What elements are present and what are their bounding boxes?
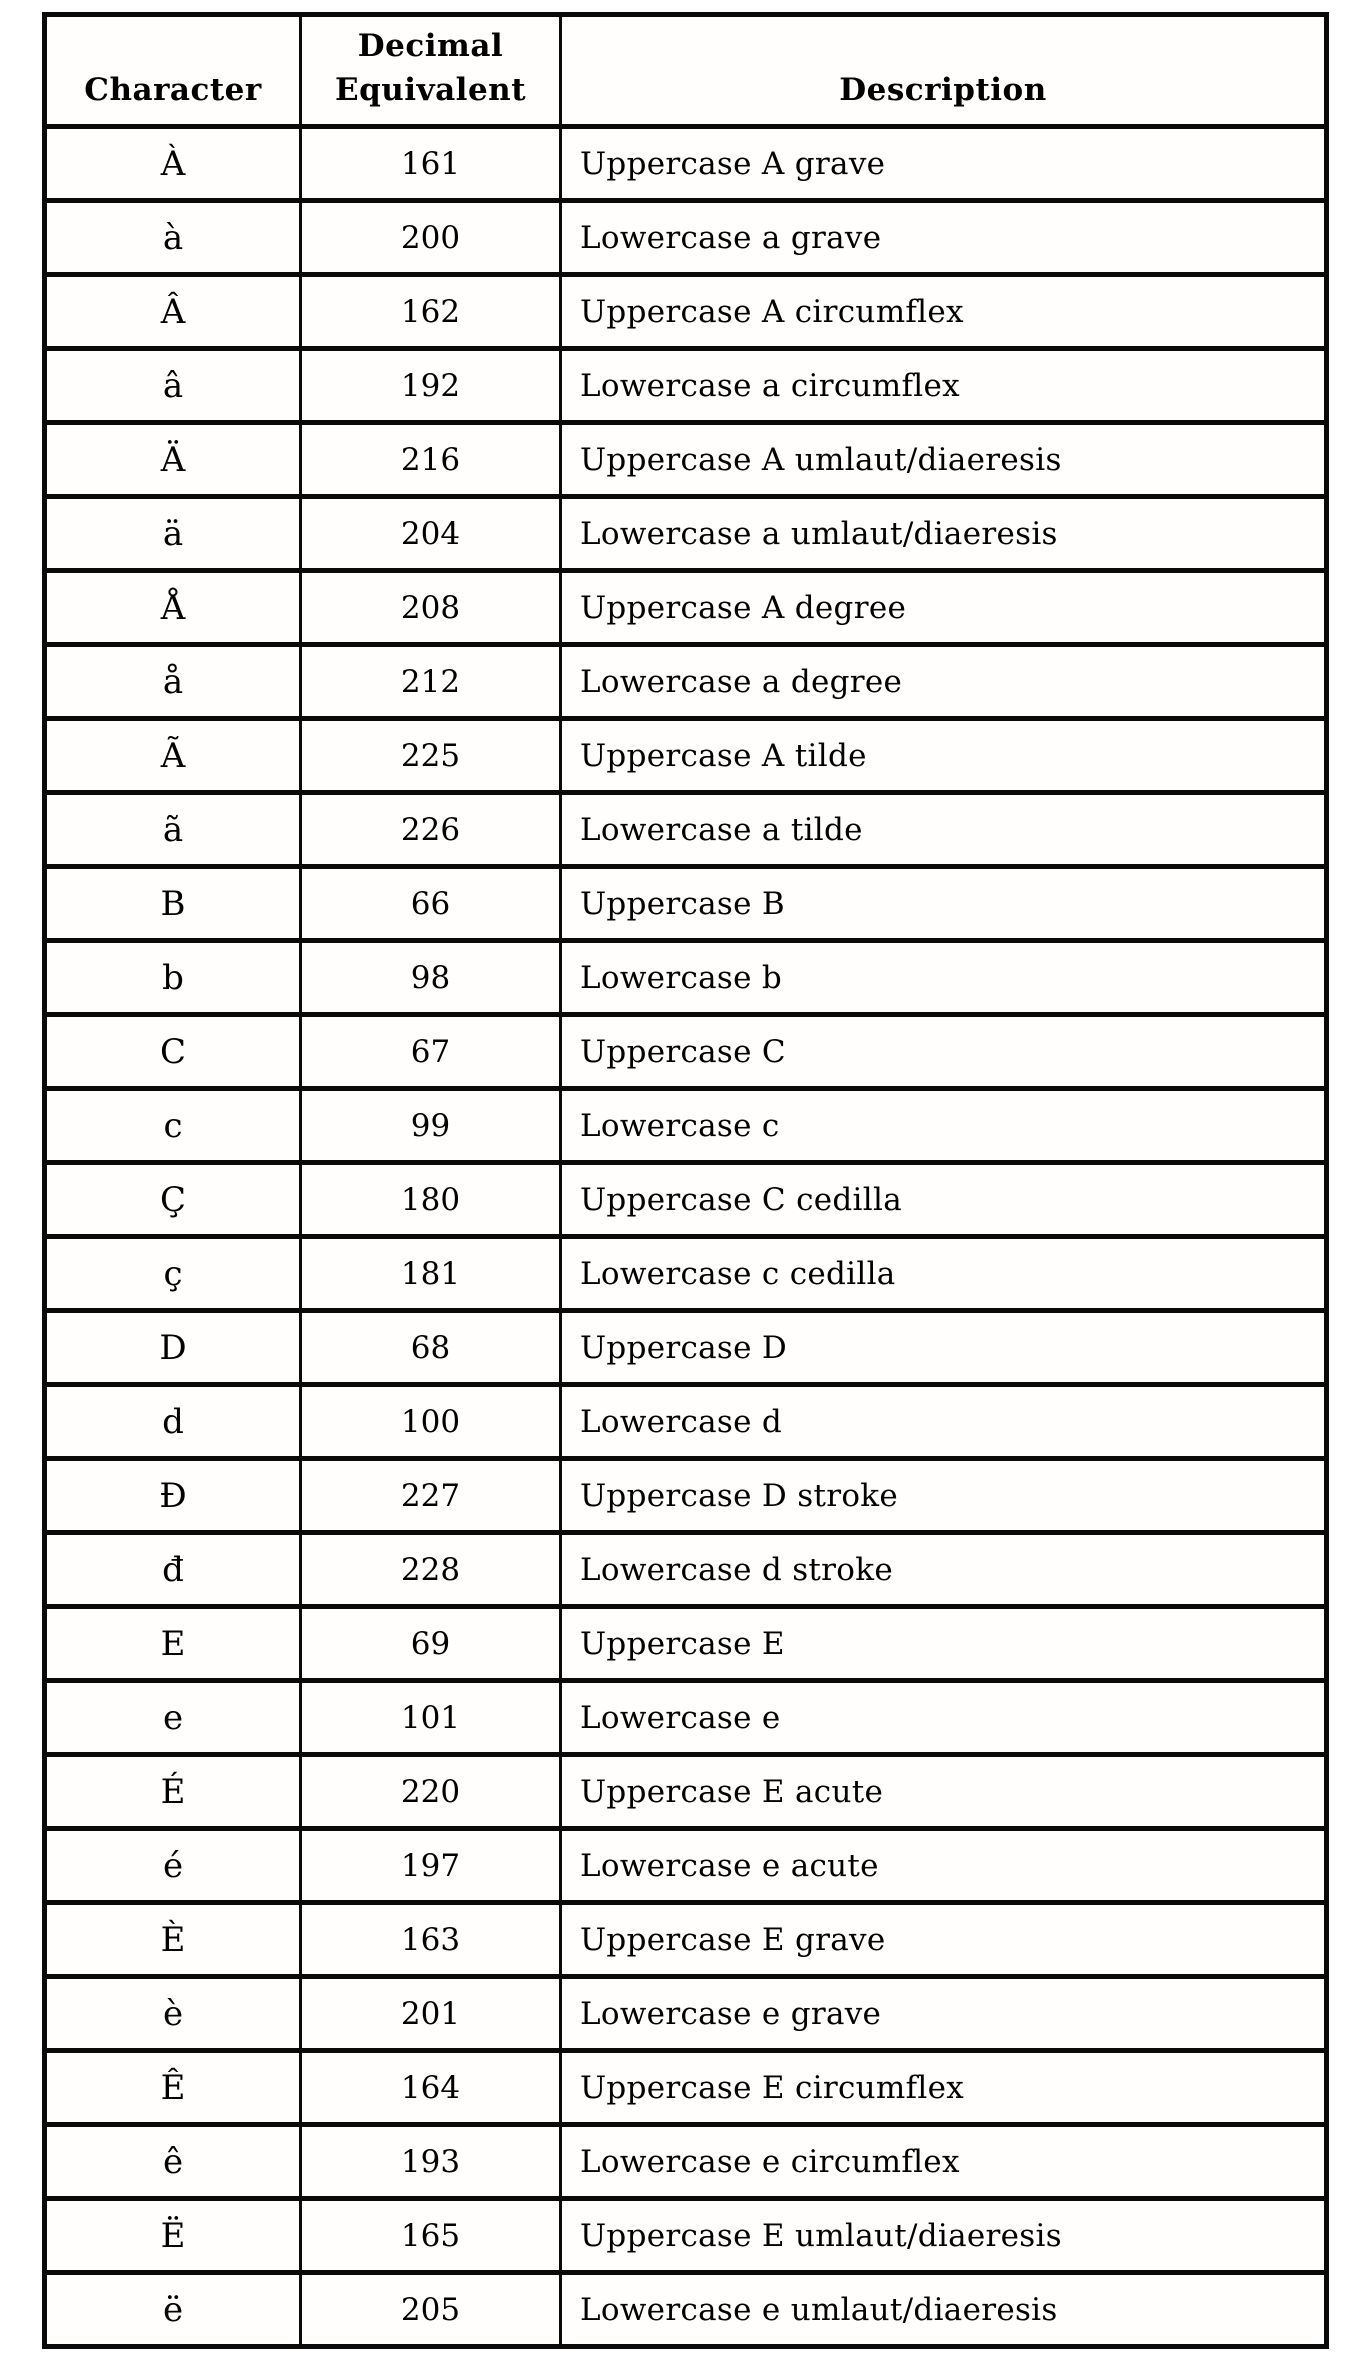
character-cell: d bbox=[45, 1385, 301, 1459]
decimal-cell: 162 bbox=[301, 275, 561, 349]
table-row bbox=[45, 1755, 1327, 1829]
decimal-cell: 208 bbox=[301, 571, 561, 645]
decimal-cell: 69 bbox=[301, 1607, 561, 1681]
description-cell: Uppercase A degree bbox=[561, 571, 1327, 645]
description-cell: Uppercase E circumflex bbox=[561, 2051, 1327, 2125]
description-cell: Lowercase e bbox=[561, 1681, 1327, 1755]
character-cell: ã bbox=[45, 793, 301, 867]
character-cell: È bbox=[45, 1903, 301, 1977]
table-row bbox=[45, 1533, 1327, 1607]
table-row bbox=[45, 1089, 1327, 1163]
table-row bbox=[45, 1903, 1327, 1977]
character-cell: ê bbox=[45, 2125, 301, 2199]
table-row bbox=[45, 1237, 1327, 1311]
table-header bbox=[45, 15, 1327, 127]
character-cell: É bbox=[45, 1755, 301, 1829]
decimal-cell: 225 bbox=[301, 719, 561, 793]
table-row bbox=[45, 645, 1327, 719]
character-cell: B bbox=[45, 867, 301, 941]
table-row bbox=[45, 423, 1327, 497]
description-cell: Uppercase A umlaut/diaeresis bbox=[561, 423, 1327, 497]
table-row bbox=[45, 793, 1327, 867]
table-row bbox=[45, 1977, 1327, 2051]
character-cell: b bbox=[45, 941, 301, 1015]
description-cell: Uppercase E umlaut/diaeresis bbox=[561, 2199, 1327, 2273]
table-row bbox=[45, 2125, 1327, 2199]
table-row bbox=[45, 1829, 1327, 1903]
header-description: Description bbox=[561, 15, 1327, 127]
description-cell: Lowercase e umlaut/diaeresis bbox=[561, 2273, 1327, 2347]
decimal-cell: 204 bbox=[301, 497, 561, 571]
decimal-cell: 193 bbox=[301, 2125, 561, 2199]
decimal-cell: 66 bbox=[301, 867, 561, 941]
decimal-cell: 164 bbox=[301, 2051, 561, 2125]
description-cell: Uppercase E bbox=[561, 1607, 1327, 1681]
description-cell: Uppercase A grave bbox=[561, 127, 1327, 201]
character-cell: Ç bbox=[45, 1163, 301, 1237]
character-cell: c bbox=[45, 1089, 301, 1163]
table-row bbox=[45, 1459, 1327, 1533]
table-row bbox=[45, 127, 1327, 201]
decimal-cell: 201 bbox=[301, 1977, 561, 2051]
table-body bbox=[45, 127, 1327, 2347]
decimal-cell: 181 bbox=[301, 1237, 561, 1311]
character-cell: è bbox=[45, 1977, 301, 2051]
character-cell: E bbox=[45, 1607, 301, 1681]
character-cell: À bbox=[45, 127, 301, 201]
decimal-cell: 100 bbox=[301, 1385, 561, 1459]
character-cell: Ã bbox=[45, 719, 301, 793]
table-row bbox=[45, 1607, 1327, 1681]
decimal-cell: 216 bbox=[301, 423, 561, 497]
character-cell: å bbox=[45, 645, 301, 719]
description-cell: Lowercase e acute bbox=[561, 1829, 1327, 1903]
description-cell: Uppercase D bbox=[561, 1311, 1327, 1385]
table-row bbox=[45, 941, 1327, 1015]
description-cell: Lowercase a tilde bbox=[561, 793, 1327, 867]
description-cell: Uppercase E acute bbox=[561, 1755, 1327, 1829]
character-cell: Ë bbox=[45, 2199, 301, 2273]
description-cell: Lowercase e circumflex bbox=[561, 2125, 1327, 2199]
character-code-table bbox=[42, 12, 1329, 2349]
table-row bbox=[45, 1385, 1327, 1459]
character-cell: Â bbox=[45, 275, 301, 349]
table-row bbox=[45, 1311, 1327, 1385]
description-cell: Uppercase C cedilla bbox=[561, 1163, 1327, 1237]
character-cell: ç bbox=[45, 1237, 301, 1311]
table-row bbox=[45, 497, 1327, 571]
header-row bbox=[45, 15, 1327, 127]
description-cell: Uppercase B bbox=[561, 867, 1327, 941]
table-row bbox=[45, 1163, 1327, 1237]
decimal-cell: 180 bbox=[301, 1163, 561, 1237]
character-cell: Ê bbox=[45, 2051, 301, 2125]
table-row bbox=[45, 275, 1327, 349]
character-cell: C bbox=[45, 1015, 301, 1089]
description-cell: Lowercase a umlaut/diaeresis bbox=[561, 497, 1327, 571]
decimal-cell: 98 bbox=[301, 941, 561, 1015]
table-row bbox=[45, 2051, 1327, 2125]
character-cell: Ä bbox=[45, 423, 301, 497]
description-cell: Lowercase c cedilla bbox=[561, 1237, 1327, 1311]
description-cell: Lowercase b bbox=[561, 941, 1327, 1015]
table-row bbox=[45, 201, 1327, 275]
decimal-cell: 101 bbox=[301, 1681, 561, 1755]
description-cell: Lowercase a grave bbox=[561, 201, 1327, 275]
decimal-cell: 220 bbox=[301, 1755, 561, 1829]
table-row bbox=[45, 349, 1327, 423]
decimal-cell: 161 bbox=[301, 127, 561, 201]
description-cell: Uppercase E grave bbox=[561, 1903, 1327, 1977]
description-cell: Lowercase e grave bbox=[561, 1977, 1327, 2051]
table-row bbox=[45, 1681, 1327, 1755]
description-cell: Uppercase A circumflex bbox=[561, 275, 1327, 349]
description-cell: Uppercase C bbox=[561, 1015, 1327, 1089]
description-cell: Lowercase d stroke bbox=[561, 1533, 1327, 1607]
description-cell: Lowercase d bbox=[561, 1385, 1327, 1459]
description-cell: Uppercase D stroke bbox=[561, 1459, 1327, 1533]
decimal-cell: 163 bbox=[301, 1903, 561, 1977]
description-cell: Uppercase A tilde bbox=[561, 719, 1327, 793]
decimal-cell: 212 bbox=[301, 645, 561, 719]
header-character: Character bbox=[45, 15, 301, 127]
character-cell: e bbox=[45, 1681, 301, 1755]
decimal-cell: 205 bbox=[301, 2273, 561, 2347]
decimal-cell: 228 bbox=[301, 1533, 561, 1607]
character-cell: ë bbox=[45, 2273, 301, 2347]
description-cell: Lowercase c bbox=[561, 1089, 1327, 1163]
description-cell: Lowercase a circumflex bbox=[561, 349, 1327, 423]
decimal-cell: 200 bbox=[301, 201, 561, 275]
decimal-cell: 165 bbox=[301, 2199, 561, 2273]
description-cell: Lowercase a degree bbox=[561, 645, 1327, 719]
character-cell: đ bbox=[45, 1533, 301, 1607]
character-cell: â bbox=[45, 349, 301, 423]
decimal-cell: 227 bbox=[301, 1459, 561, 1533]
decimal-cell: 192 bbox=[301, 349, 561, 423]
decimal-cell: 197 bbox=[301, 1829, 561, 1903]
table-row bbox=[45, 2273, 1327, 2347]
table-row bbox=[45, 1015, 1327, 1089]
character-cell: D bbox=[45, 1311, 301, 1385]
character-cell: é bbox=[45, 1829, 301, 1903]
decimal-cell: 226 bbox=[301, 793, 561, 867]
decimal-cell: 67 bbox=[301, 1015, 561, 1089]
table-row bbox=[45, 571, 1327, 645]
table-row bbox=[45, 719, 1327, 793]
character-cell: Đ bbox=[45, 1459, 301, 1533]
table-row bbox=[45, 867, 1327, 941]
character-cell: ä bbox=[45, 497, 301, 571]
header-decimal-equivalent: Decimal Equivalent bbox=[301, 15, 561, 127]
decimal-cell: 99 bbox=[301, 1089, 561, 1163]
decimal-cell: 68 bbox=[301, 1311, 561, 1385]
character-cell: Å bbox=[45, 571, 301, 645]
table-row bbox=[45, 2199, 1327, 2273]
character-cell: à bbox=[45, 201, 301, 275]
